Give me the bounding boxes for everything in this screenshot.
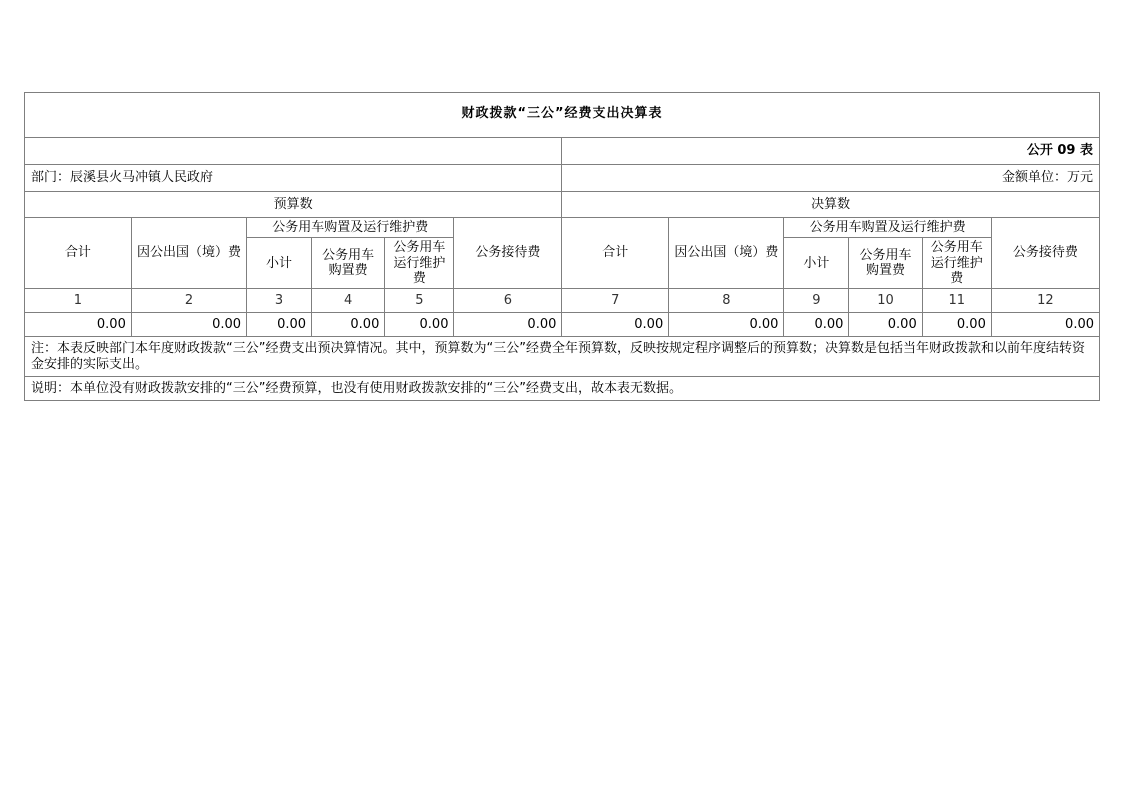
column-number: 3 [247, 289, 312, 313]
unit-label: 金额单位：万元 [562, 165, 1100, 192]
col-header-final-vehicle-subtotal: 小计 [784, 238, 849, 289]
col-header-budget-abroad: 因公出国（境）费 [131, 218, 246, 289]
report-sheet [24, 92, 1100, 401]
data-cell: 0.00 [562, 313, 669, 337]
page-title: 财政拨款“三公”经费支出决算表 [25, 93, 1100, 138]
title-row [25, 93, 1100, 138]
data-cell: 0.00 [312, 313, 385, 337]
form-number-row [25, 138, 1100, 165]
form-number: 公开 09 表 [562, 138, 1100, 165]
subgroup-header-budget-vehicle: 公务用车购置及运行维护费 [247, 218, 454, 238]
department-row [25, 165, 1100, 192]
subgroup-header-final-vehicle: 公务用车购置及运行维护费 [784, 218, 991, 238]
col-header-budget-vehicle-operation: 公务用车运行维护费 [385, 238, 454, 289]
note-row [25, 337, 1100, 377]
column-number-row [25, 289, 1100, 313]
table-row [25, 313, 1100, 337]
col-header-final-abroad: 因公出国（境）费 [669, 218, 784, 289]
col-header-final-vehicle-operation: 公务用车运行维护费 [922, 238, 991, 289]
data-cell: 0.00 [247, 313, 312, 337]
data-cell: 0.00 [922, 313, 991, 337]
column-number: 7 [562, 289, 669, 313]
explanation-row [25, 376, 1100, 400]
column-number: 1 [25, 289, 132, 313]
column-number: 4 [312, 289, 385, 313]
col-header-budget-vehicle-purchase: 公务用车购置费 [312, 238, 385, 289]
group-header-budget: 预算数 [25, 192, 562, 218]
column-number: 8 [669, 289, 784, 313]
column-number: 10 [849, 289, 922, 313]
budget-table [24, 92, 1100, 401]
data-cell: 0.00 [454, 313, 562, 337]
column-number: 6 [454, 289, 562, 313]
col-header-final-total: 合计 [562, 218, 669, 289]
data-cell: 0.00 [131, 313, 246, 337]
blank-cell [25, 138, 562, 165]
group-header-final: 决算数 [562, 192, 1100, 218]
data-cell: 0.00 [669, 313, 784, 337]
group-header-row [25, 192, 1100, 218]
data-cell: 0.00 [385, 313, 454, 337]
department-label: 部门：辰溪县火马冲镇人民政府 [25, 165, 562, 192]
table-note: 注：本表反映部门本年度财政拨款“三公”经费支出预决算情况。其中，预算数为“三公”经费全年预算数，反映按规定程序调整后的预算数；决算数是包括当年财政拨款和以前年度结转资金安排的实际支出。 [25, 337, 1100, 377]
col-header-budget-vehicle-subtotal: 小计 [247, 238, 312, 289]
column-number: 2 [131, 289, 246, 313]
col-header-budget-total: 合计 [25, 218, 132, 289]
col-header-final-vehicle-purchase: 公务用车购置费 [849, 238, 922, 289]
column-number: 11 [922, 289, 991, 313]
data-cell: 0.00 [991, 313, 1099, 337]
column-number: 5 [385, 289, 454, 313]
subgroup-header-row [25, 218, 1100, 238]
column-number: 9 [784, 289, 849, 313]
col-header-final-reception: 公务接待费 [991, 218, 1099, 289]
col-header-budget-reception: 公务接待费 [454, 218, 562, 289]
data-cell: 0.00 [849, 313, 922, 337]
data-cell: 0.00 [784, 313, 849, 337]
data-cell: 0.00 [25, 313, 132, 337]
column-number: 12 [991, 289, 1099, 313]
table-explanation: 说明：本单位没有财政拨款安排的“三公”经费预算，也没有使用财政拨款安排的“三公”经费支出，故本表无数据。 [25, 376, 1100, 400]
